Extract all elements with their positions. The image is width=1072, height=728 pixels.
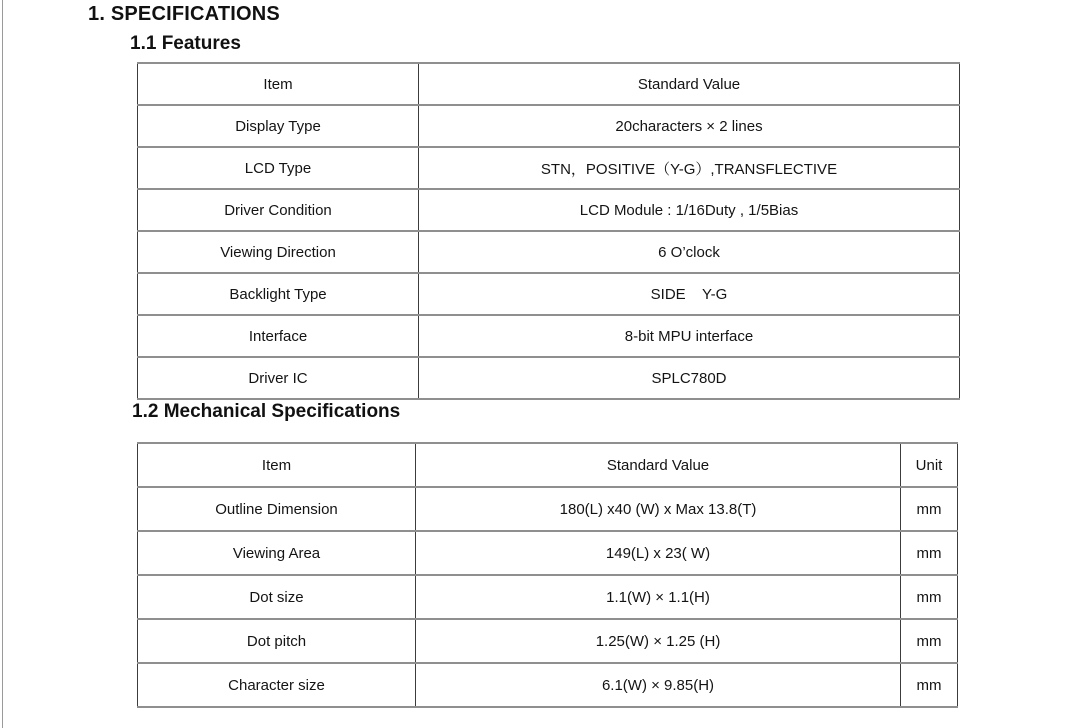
value-cell: 6.1(W) × 9.85(H) (416, 663, 901, 707)
value-cell: SIDE Y-G (419, 273, 960, 315)
item-cell: Backlight Type (138, 273, 419, 315)
item-cell: Dot pitch (138, 619, 416, 663)
column-header-standard-value: Standard Value (416, 443, 901, 487)
features-table (137, 62, 960, 400)
item-cell: Character size (138, 663, 416, 707)
table-row (138, 105, 960, 147)
unit-cell: mm (901, 531, 958, 575)
table-row (138, 147, 960, 189)
table-row (138, 619, 958, 663)
value-cell: 1.25(W) × 1.25 (H) (416, 619, 901, 663)
unit-cell: mm (901, 619, 958, 663)
value-cell: 20characters × 2 lines (419, 105, 960, 147)
table-row (138, 273, 960, 315)
column-header-item: Item (138, 63, 419, 105)
item-cell: Driver Condition (138, 189, 419, 231)
table-row (138, 487, 958, 531)
table-row (138, 357, 960, 399)
table-row (138, 189, 960, 231)
unit-cell: mm (901, 575, 958, 619)
mechanical-specifications-table (137, 442, 958, 708)
value-cell: 180(L) x40 (W) x Max 13.8(T) (416, 487, 901, 531)
value-cell: STN，POSITIVE（Y-G）,TRANSFLECTIVE (419, 147, 960, 189)
item-cell: Interface (138, 315, 419, 357)
table-row (138, 575, 958, 619)
table-row (138, 531, 958, 575)
table-row (138, 315, 960, 357)
table-header-row (138, 63, 960, 105)
value-cell: LCD Module : 1/16Duty , 1/5Bias (419, 189, 960, 231)
value-cell: 8-bit MPU interface (419, 315, 960, 357)
value-cell: 149(L) x 23( W) (416, 531, 901, 575)
section-title-features: 1.1 Features (130, 33, 241, 54)
item-cell: Viewing Direction (138, 231, 419, 273)
section-title-specifications: 1. SPECIFICATIONS (88, 3, 280, 25)
item-cell: Dot size (138, 575, 416, 619)
item-cell: Outline Dimension (138, 487, 416, 531)
unit-cell: mm (901, 663, 958, 707)
table-row (138, 231, 960, 273)
item-cell: Driver IC (138, 357, 419, 399)
value-cell: 6 O’clock (419, 231, 960, 273)
item-cell: Viewing Area (138, 531, 416, 575)
item-cell: LCD Type (138, 147, 419, 189)
column-header-standard-value: Standard Value (419, 63, 960, 105)
page-edge-line (2, 0, 3, 728)
section-title-mechanical-specifications: 1.2 Mechanical Specifications (132, 401, 401, 422)
value-cell: 1.1(W) × 1.1(H) (416, 575, 901, 619)
value-cell: SPLC780D (419, 357, 960, 399)
table-row (138, 663, 958, 707)
item-cell: Display Type (138, 105, 419, 147)
table-header-row (138, 443, 958, 487)
column-header-item: Item (138, 443, 416, 487)
column-header-unit: Unit (901, 443, 958, 487)
unit-cell: mm (901, 487, 958, 531)
